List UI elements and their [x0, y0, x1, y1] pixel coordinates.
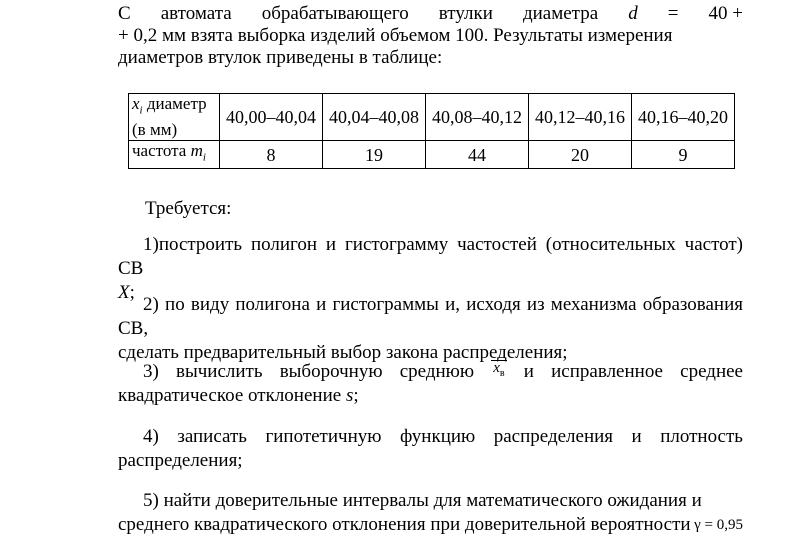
intro-word: втулки	[438, 3, 493, 24]
task-3-line-2: квадратическое отклонение s;	[118, 385, 359, 406]
task-4-line-1	[118, 425, 743, 449]
table-cell-interval: 40,08–40,12	[426, 94, 529, 141]
table-cell-frequency: 19	[323, 141, 426, 168]
table-cell-interval: 40,12–40,16	[529, 94, 632, 141]
task-3-line-1	[118, 360, 743, 384]
table-header-frequency: частота $m_i$	[129, 141, 220, 168]
table-cell-frequency: 9	[632, 141, 735, 168]
task-word: вычислить	[176, 361, 263, 382]
task-2-line-1: 2) по виду полигона и гистограммы и, исходя из механизма образования СВ,	[118, 294, 743, 339]
task-word: гипотетичную	[265, 426, 382, 447]
confidence-level: γ = 0,95	[694, 517, 743, 533]
table-cell-frequency: 8	[220, 141, 323, 168]
task-word: и	[631, 426, 642, 447]
task-word: среднюю	[399, 361, 475, 382]
intro-word: обрабатывающего	[261, 3, 409, 24]
table-cell-frequency: 44	[426, 141, 529, 168]
intro-word: диаметра	[522, 3, 599, 24]
intro-word: С	[118, 3, 131, 24]
table-header-diameter: $x_i$ диаметр (в мм)	[129, 94, 220, 141]
task-4-line-2: распределения;	[118, 450, 243, 471]
task-word: выборочную	[279, 361, 383, 382]
task-word: плотность	[660, 426, 743, 447]
intro-line-3: диаметров втулок приведены в таблице:	[118, 47, 443, 68]
var-d: d	[628, 3, 638, 24]
diameter-value: 40 +	[708, 3, 743, 24]
task-item-5	[118, 489, 743, 537]
task-5-line-1: 5) найти доверительные интервалы для математического ожидания и	[143, 490, 702, 511]
required-heading: Требуется:	[145, 198, 232, 219]
task-2-line-2: сделать предварительный выбор закона распределения;	[118, 342, 568, 363]
task-word: и	[523, 361, 534, 382]
sample-mean-symbol: $x_в$	[491, 360, 506, 384]
table-cell-frequency: 20	[529, 141, 632, 168]
task-word: исправленное	[551, 361, 663, 382]
task-item-2	[118, 293, 743, 365]
task-word: записать	[177, 426, 247, 447]
table-cell-interval: 40,16–40,20	[632, 94, 735, 141]
task-item-3	[118, 360, 743, 408]
table-row	[129, 141, 735, 168]
intro-line-2: + 0,2 мм взята выборка изделий объемом 100. Результаты измерения	[118, 25, 673, 46]
table-cell-interval: 40,04–40,08	[323, 94, 426, 141]
task-word: среднее	[680, 361, 743, 382]
task-word: функцию	[399, 426, 476, 447]
intro-line-1	[118, 3, 743, 25]
task-word: 3)	[143, 361, 159, 382]
problem-intro	[118, 3, 743, 69]
task-item-4	[118, 425, 743, 473]
task-word: распределения	[493, 426, 614, 447]
equals-sign: =	[667, 3, 679, 24]
task-1-line-2: X;	[118, 282, 135, 303]
table-cell-interval: 40,00–40,04	[220, 94, 323, 141]
task-word: 4)	[143, 426, 159, 447]
frequency-table	[128, 93, 735, 169]
intro-word: автомата	[160, 3, 232, 24]
task-1-line-1: 1)построить полигон и гистограмму частостей (относительных частот) СВ	[118, 234, 743, 279]
table-row	[129, 94, 735, 141]
task-5-line-2: среднего квадратического отклонения при доверительной вероятности γ = 0,95	[118, 514, 743, 535]
